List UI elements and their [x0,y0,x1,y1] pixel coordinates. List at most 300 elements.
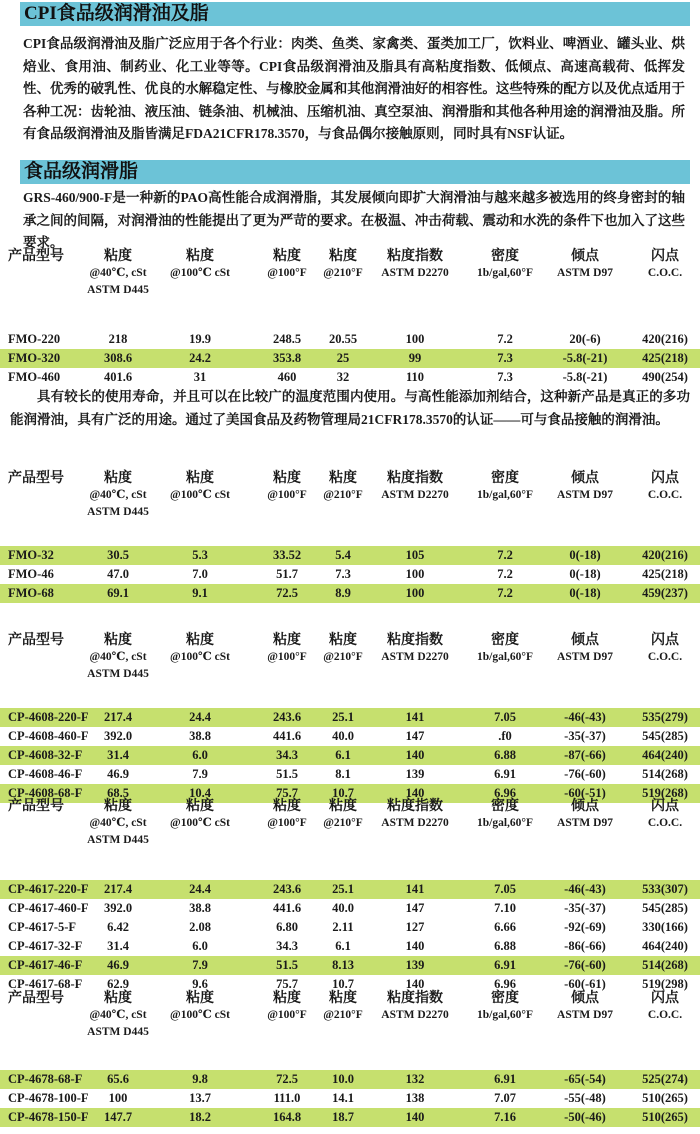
cell-value: -35(-37) [564,729,606,743]
cell-value: 140 [405,748,425,762]
cell-value: 392.0 [103,729,133,743]
cell-value: 51.7 [276,567,298,581]
cell-value: -65(-54) [564,1072,606,1086]
header-col [323,990,363,1024]
header-unit: ASTM D2270 [381,817,449,829]
header-col [323,798,363,832]
cell-value: 460 [277,370,297,384]
cell-model: CP-4608-46-F [8,767,83,781]
header-unit: @210°F [323,817,363,829]
header-standard: ASTM D445 [87,668,149,680]
cell-value: 6.96 [494,977,516,991]
header-unit: @100°F [267,817,307,829]
cell-model: CP-4678-150-F [8,1110,89,1124]
header-title: 粘度指数 [387,249,443,264]
cell-value: 7.07 [494,1091,516,1105]
cell-value: 545(285) [642,901,688,915]
table-row [0,746,700,765]
table-header [0,632,700,686]
header-unit: C.O.C. [647,267,683,279]
header-unit: 1b/gal,60°F [476,1009,534,1021]
header-col [170,248,230,282]
header-title: 倾点 [571,249,599,264]
cell-value: -5.8(-21) [562,351,608,365]
cell-value: 24.2 [189,351,211,365]
header-unit: @40℃, cSt [89,817,147,829]
header-unit: @210°F [323,1009,363,1021]
cell-value: 100 [405,567,425,581]
header-title: 粘度 [186,249,214,264]
cell-value: 6.0 [192,939,208,953]
cell-value: -60(-61) [564,977,606,991]
header-col [648,248,682,282]
cell-value: 111.0 [273,1091,301,1105]
cell-value: 100 [108,1091,128,1105]
cell-value: 525(274) [642,1072,688,1086]
header-title: 粘度指数 [387,633,443,648]
header-standard: ASTM D445 [87,834,149,846]
header-standard: ASTM D445 [87,284,149,296]
cell-value: 6.91 [494,1072,516,1086]
cell-value: 519(268) [642,786,688,800]
cell-value: 132 [405,1072,425,1086]
header-model [8,990,64,1007]
cell-value: 6.91 [494,958,516,972]
header-col [477,632,533,666]
header-col [381,632,448,666]
grease-paragraph: GRS-460/900-F是一种新的PAO高性能合成润滑脂，其发展倾向即扩大润滑油与越来越多被选用的终身密封的轴承之间的间隔，对润滑油的性能提出了更为严苛的要求。在极温、冲击荷载、震动和水洗的条件下也加入了这些要求。 [23,190,685,250]
header-unit: ASTM D2270 [381,651,449,663]
cell-value: 490(254) [642,370,688,384]
cell-value: 248.5 [272,332,302,346]
header-model [8,248,64,265]
cell-value: 425(218) [642,567,688,581]
header-title: 粘度 [272,249,301,264]
cell-value: 140 [405,939,425,953]
cell-value: -35(-37) [564,901,606,915]
cell-value: 8.9 [335,586,351,600]
header-unit: C.O.C. [647,651,683,663]
cell-value: 147.7 [103,1110,133,1124]
cell-model: CP-4608-460-F [8,729,89,743]
header-unit: C.O.C. [647,489,683,501]
header-col [557,470,613,504]
cell-model: CP-4678-100-F [8,1091,89,1105]
table-row [0,584,700,603]
cell-value: 218 [108,332,128,346]
cell-model: FMO-32 [8,548,54,562]
cell-value: 62.9 [107,977,129,991]
cell-value: -55(-48) [564,1091,606,1105]
cell-value: 510(265) [642,1091,688,1105]
cell-value: 420(216) [642,332,688,346]
header-unit: @210°F [323,489,363,501]
header-model [8,798,64,815]
cell-value: 7.10 [494,901,516,915]
cell-value: 545(285) [642,729,688,743]
cell-value: 139 [405,958,425,972]
cell-value: 19.9 [189,332,211,346]
cell-value: 10.7 [332,977,354,991]
cell-value: 514(268) [642,958,688,972]
header-unit: @40℃, cSt [89,1009,147,1021]
cell-value: 20(-6) [569,332,601,346]
header-title: 粘度 [272,991,301,1006]
cell-value: 72.5 [276,1072,298,1086]
cell-value: 33.52 [272,548,302,562]
cell-value: -76(-60) [564,767,606,781]
header-col [381,248,448,282]
header-col [267,798,307,832]
spec-table-4 [0,798,700,994]
cell-value: 0(-18) [569,548,601,562]
header-title: 粘度 [104,633,132,648]
header-unit: @100℃ cSt [170,817,230,829]
cell-value: 8.13 [332,958,354,972]
table-row [0,937,700,956]
cell-value: 24.4 [189,710,211,724]
cell-model: CP-4608-32-F [8,748,83,762]
cell-value: 7.3 [497,351,513,365]
header-title: 倾点 [571,991,599,1006]
cell-value: 308.6 [103,351,133,365]
table-row [0,956,700,975]
header-col [267,632,307,666]
header-unit: ASTM D2270 [381,267,449,279]
header-unit: @100°F [267,489,307,501]
header-col [323,632,363,666]
table-row [0,368,700,387]
header-title: 粘度 [186,991,214,1006]
cell-model: CP-4608-68-F [8,786,83,800]
cell-value: 140 [405,786,425,800]
cell-value: 392.0 [103,901,133,915]
header-col [477,990,533,1024]
cell-value: 147 [405,729,425,743]
cell-model: FMO-68 [8,586,54,600]
header-col [87,990,149,1041]
header-title: 粘度 [328,799,357,814]
cell-value: 441.6 [272,729,302,743]
cell-value: 24.4 [189,882,211,896]
cell-value: 75.7 [276,786,298,800]
cell-value: 6.88 [494,748,516,762]
header-col [87,470,149,521]
cell-value: 10.0 [332,1072,354,1086]
cell-value: 139 [405,767,425,781]
header-title: 密度 [490,471,519,486]
table-header [0,248,700,302]
cell-value: 32 [336,370,350,384]
cell-value: 99 [408,351,422,365]
header-unit: @100°F [267,267,307,279]
cell-value: 25.1 [332,710,354,724]
header-title: 倾点 [571,799,599,814]
cell-value: 7.3 [497,370,513,384]
header-unit: 1b/gal,60°F [476,817,534,829]
cell-model: FMO-320 [8,351,61,365]
cell-value: 9.8 [192,1072,208,1086]
table-row [0,899,700,918]
header-standard: ASTM D445 [87,1026,149,1038]
cell-value: 464(240) [642,748,688,762]
header-col [170,632,230,666]
header-unit: @100°F [267,1009,307,1021]
header-col [267,248,307,282]
header-title: 粘度 [328,249,357,264]
header-unit: 1b/gal,60°F [476,651,534,663]
header-title: 闪点 [651,799,679,814]
cell-value: 7.9 [192,958,208,972]
table-row [0,546,700,565]
header-title: 粘度 [272,471,301,486]
header-col [557,632,613,666]
header-title: 闪点 [651,471,679,486]
header-title: 密度 [490,633,519,648]
intro-paragraph: CPI食品级润滑油及脂广泛应用于各个行业：肉类、鱼类、家禽类、蛋类加工厂，饮料业、啤酒业、罐头业、烘焙业、食用油、制药业、化工业等等。CPI食品级润滑油及脂具有高粘度指数、低倾点、高速高载荷、低挥发性、优秀的破乳性、优良的水解稳定性、与橡胶金属和其他润滑油好的相容性。这些特殊的配方以及优点适用于各种工况：齿轮油、液压油、链条油、机械油、压缩机油、真空泵油、润滑脂和其他各种用途的润滑油及脂。所有食品级润滑油及脂皆满足FDA21CFR178.3570，与食品偶尔接触原则，同时具有NSF认证。 [23,36,685,141]
header-title: 粘度 [328,633,357,648]
header-unit: @100℃ cSt [170,1009,230,1021]
cell-value: 105 [405,548,425,562]
cell-value: 38.8 [189,901,211,915]
cell-value: 141 [405,882,425,896]
table-row [0,880,700,899]
cell-value: 7.2 [497,586,513,600]
cell-value: 110 [405,370,425,384]
cell-value: 6.80 [276,920,298,934]
header-title: 粘度 [104,471,132,486]
cell-value: 40.0 [332,901,354,915]
cell-model: CP-4617-32-F [8,939,83,953]
header-unit: ASTM D97 [557,651,613,663]
header-col [557,990,613,1024]
header-title: 粘度 [186,471,214,486]
cell-value: 519(298) [642,977,688,991]
header-unit: ASTM D97 [557,267,613,279]
header-title: 密度 [490,799,519,814]
header-title: 密度 [490,991,519,1006]
header-title: 产品型号 [8,799,64,814]
spec-table-3 [0,632,700,803]
cell-value: 14.1 [332,1091,354,1105]
cell-value: 6.42 [107,920,129,934]
table-row [0,1070,700,1089]
header-unit: ASTM D97 [557,489,613,501]
cell-value: 533(307) [642,882,688,896]
cell-value: 6.66 [494,920,516,934]
cell-value: 31 [193,370,207,384]
header-title: 产品型号 [8,991,64,1006]
spacer [0,1044,700,1070]
cell-value: 7.2 [497,567,513,581]
cell-value: 68.5 [107,786,129,800]
spec-table-5 [0,990,700,1127]
cell-value: -92(-69) [564,920,606,934]
header-col [477,470,533,504]
header-title: 产品型号 [8,633,64,648]
cell-value: 2.11 [332,920,354,934]
header-col [87,798,149,849]
spacer [0,686,700,708]
table-row [0,565,700,584]
cell-value: 2.08 [189,920,211,934]
header-col [477,798,533,832]
spec-table-2 [0,470,700,603]
cell-model: CP-4617-220-F [8,882,89,896]
cell-value: 100 [405,332,425,346]
section-title-cpi: CPI食品级润滑油及脂 [20,2,690,26]
header-title: 粘度指数 [387,471,443,486]
cell-value: 5.4 [335,548,351,562]
cell-value: -46(-43) [564,710,606,724]
header-col [87,248,149,299]
cell-value: -86(-66) [564,939,606,953]
cell-value: 7.9 [192,767,208,781]
cell-value: 7.0 [192,567,208,581]
header-col [557,798,613,832]
cell-value: 535(279) [642,710,688,724]
cell-value: 20.55 [328,332,358,346]
header-title: 粘度指数 [387,799,443,814]
cell-value: 147 [405,901,425,915]
cell-model: FMO-220 [8,332,61,346]
spacer [0,524,700,546]
cell-value: 25 [336,351,350,365]
cell-value: 46.9 [107,958,129,972]
header-title: 闪点 [651,249,679,264]
table-header [0,990,700,1044]
table-row [0,765,700,784]
header-title: 闪点 [651,991,679,1006]
spacer [0,302,700,330]
header-col [477,248,533,282]
cell-value: 514(268) [642,767,688,781]
header-col [381,470,448,504]
cell-model: CP-4617-460-F [8,901,89,915]
header-col [170,990,230,1024]
cell-value: -76(-60) [564,958,606,972]
cell-value: 51.5 [276,958,298,972]
header-title: 倾点 [571,471,599,486]
cell-model: CP-4678-68-F [8,1072,83,1086]
cell-value: -60(-51) [564,786,606,800]
cell-value: 401.6 [103,370,133,384]
cell-value: 243.6 [272,882,302,896]
cell-value: 10.4 [189,786,211,800]
header-unit: @100℃ cSt [170,651,230,663]
cell-value: 6.1 [335,748,351,762]
cell-value: 459(237) [642,586,688,600]
cell-model: CP-4617-5-F [8,920,77,934]
header-unit: @40℃, cSt [89,651,147,663]
cell-value: 140 [405,977,425,991]
cell-value: 31.4 [107,748,129,762]
cell-value: 40.0 [332,729,354,743]
cell-value: 13.7 [189,1091,211,1105]
cell-value: 127 [405,920,425,934]
header-title: 粘度 [186,799,214,814]
header-unit: @100℃ cSt [170,267,230,279]
cell-value: 0(-18) [569,567,601,581]
table-header [0,470,700,524]
header-title: 粘度 [186,633,214,648]
header-unit: 1b/gal,60°F [476,267,534,279]
cell-value: 464(240) [642,939,688,953]
cell-value: 7.16 [494,1110,516,1124]
header-col [170,798,230,832]
cell-value: 34.3 [276,939,298,953]
header-unit: 1b/gal,60°F [476,489,534,501]
header-unit: @100°F [267,651,307,663]
cell-value: 7.2 [497,548,513,562]
header-unit: ASTM D2270 [381,489,449,501]
header-standard: ASTM D445 [87,506,149,518]
cell-value: -46(-43) [564,882,606,896]
header-unit: @40℃, cSt [89,489,147,501]
cell-value: 330(166) [642,920,688,934]
header-unit: ASTM D97 [557,1009,613,1021]
header-unit: @210°F [323,267,363,279]
cell-value: -87(-66) [564,748,606,762]
cell-value: 420(216) [642,548,688,562]
header-model [8,632,64,649]
header-col [87,632,149,683]
cell-value: -5.8(-21) [562,370,608,384]
cell-value: 69.1 [107,586,129,600]
table-row [0,708,700,727]
cell-value: 9.6 [192,977,208,991]
header-col [648,632,682,666]
header-col [381,798,448,832]
header-col [323,248,363,282]
header-title: 粘度 [272,799,301,814]
cell-value: 0(-18) [569,586,601,600]
header-unit: ASTM D97 [557,817,613,829]
cell-value: 7.05 [494,710,516,724]
cell-value: 5.3 [192,548,208,562]
section-title-grease: 食品级润滑脂 [20,160,690,184]
cell-value: 6.1 [335,939,351,953]
header-unit: @100℃ cSt [170,489,230,501]
cell-value: 46.9 [107,767,129,781]
table-row [0,349,700,368]
cell-value: 75.7 [276,977,298,991]
spacer [0,852,700,880]
cell-value: -50(-46) [564,1110,606,1124]
cell-value: 441.6 [272,901,302,915]
header-title: 粘度 [104,249,132,264]
table-row [0,330,700,349]
cell-value: 18.2 [189,1110,211,1124]
header-title: 倾点 [571,633,599,648]
header-col [267,990,307,1024]
header-unit: C.O.C. [647,817,683,829]
cell-value: 7.2 [497,332,513,346]
table-row [0,1108,700,1127]
cell-value: 6.91 [494,767,516,781]
header-unit: @40℃, cSt [89,267,147,279]
cell-value: 425(218) [642,351,688,365]
cell-value: .f0 [498,729,512,743]
header-model [8,470,64,487]
table-header [0,798,700,852]
cell-model: CP-4617-46-F [8,958,83,972]
cell-model: FMO-46 [8,567,54,581]
header-title: 粘度 [104,991,132,1006]
cell-value: 9.1 [192,586,208,600]
cell-value: 243.6 [272,710,302,724]
cell-value: 164.8 [272,1110,302,1124]
